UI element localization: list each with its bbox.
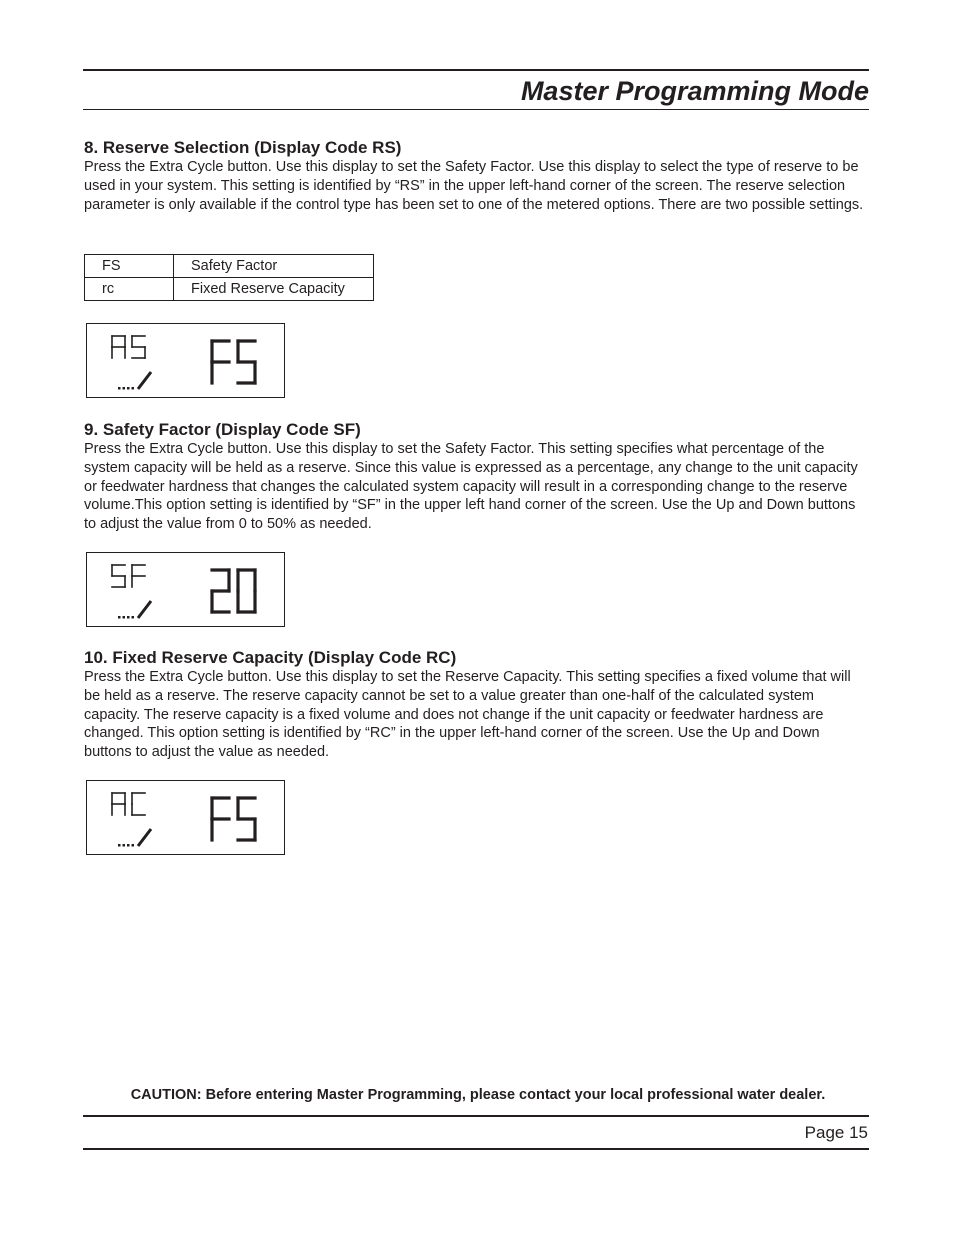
lcd-display-rs	[86, 323, 285, 398]
lcd-code-char	[112, 336, 125, 358]
lcd-dot	[123, 387, 126, 390]
section-heading: 8. Reserve Selection (Display Code RS)	[84, 138, 402, 157]
lcd-dot	[132, 387, 135, 390]
lcd-dot	[123, 616, 126, 619]
footer-bottom-rule	[83, 1148, 869, 1150]
lcd-code-char	[132, 336, 145, 358]
section-body: Press the Extra Cycle button. Use this display to set the Safety Factor. Use this display to select the type of reserve to be used in your system. This setting is identified by “RS” in the upper left-hand corner of the screen. The reserve selection parameter is only available if the control type has been set to one of the metered options. There are two possible settings.	[84, 159, 864, 213]
lcd-indicator-icon	[118, 601, 151, 619]
lcd-value-char	[238, 570, 255, 612]
page-title: Master Programming Mode	[520, 76, 869, 106]
lcd-dot	[123, 844, 126, 847]
header-bottom-rule	[83, 109, 869, 110]
lcd-dot	[118, 844, 121, 847]
setting-code: FS	[85, 255, 174, 278]
lcd-slash	[138, 372, 151, 389]
lcd-indicator-icon	[118, 829, 151, 847]
reserve-settings-table	[84, 254, 374, 301]
table-row	[85, 278, 374, 301]
lcd-code-char	[132, 793, 145, 815]
section-heading: 10. Fixed Reserve Capacity (Display Code RC)	[84, 648, 457, 667]
lcd-dot	[132, 616, 135, 619]
lcd-slash	[138, 829, 151, 846]
lcd-slash	[138, 601, 151, 618]
section-body: Press the Extra Cycle button. Use this display to set the Safety Factor. This setting specifies what percentage of the system capacity will be held as a reserve. Since this value is expressed as a percentage, any change to the unit capacity or feedwater hardness that changes the calculated system capacity will result in a corresponding change to the reserve volume.This option setting is identified by “SF” in the upper left hand corner of the screen. Use the Up and Down buttons to adjust the value from 0 to 50% as needed.	[84, 441, 858, 533]
section-fixed-reserve-capacity	[84, 648, 864, 762]
lcd-dot	[127, 616, 130, 619]
header-top-rule	[83, 69, 869, 71]
section-heading: 9. Safety Factor (Display Code SF)	[84, 420, 361, 439]
lcd-value-char	[212, 341, 229, 383]
section-safety-factor	[84, 420, 864, 534]
setting-description: Fixed Reserve Capacity	[174, 278, 374, 301]
lcd-display-rc	[86, 780, 285, 855]
table-row	[85, 255, 374, 278]
caution-note: CAUTION: Before entering Master Programming, please contact your local professional water dealer.	[130, 1087, 826, 1103]
lcd-dot	[118, 387, 121, 390]
lcd-segments	[87, 781, 284, 854]
lcd-value-char	[212, 570, 229, 612]
lcd-dot	[127, 844, 130, 847]
page-number: Page 15	[804, 1123, 868, 1142]
section-reserve-selection	[84, 138, 864, 214]
lcd-value-char	[212, 798, 229, 840]
lcd-code-char	[112, 793, 125, 815]
lcd-dot	[127, 387, 130, 390]
lcd-indicator-icon	[118, 372, 151, 390]
lcd-dot	[118, 616, 121, 619]
section-body: Press the Extra Cycle button. Use this display to set the Reserve Capacity. This setting specifies a fixed volume that will be held as a reserve. The reserve capacity cannot be set to a value greater than one-half of the calculated system capacity. The reserve capacity is a fixed volume and does not change if the unit capacity or feedwater hardness are changed. This option setting is identified by “RC” in the upper left-hand corner of the screen. Use the Up and Down buttons to adjust the value as needed.	[84, 669, 851, 761]
lcd-display-sf	[86, 552, 285, 627]
lcd-value-char	[238, 341, 255, 383]
setting-description: Safety Factor	[174, 255, 374, 278]
lcd-code-char	[112, 565, 125, 587]
footer-top-rule	[83, 1115, 869, 1117]
lcd-segments	[87, 324, 284, 397]
setting-code: rc	[85, 278, 174, 301]
lcd-value-char	[238, 798, 255, 840]
lcd-code-char	[132, 565, 145, 587]
lcd-dot	[132, 844, 135, 847]
lcd-segments	[87, 553, 284, 626]
